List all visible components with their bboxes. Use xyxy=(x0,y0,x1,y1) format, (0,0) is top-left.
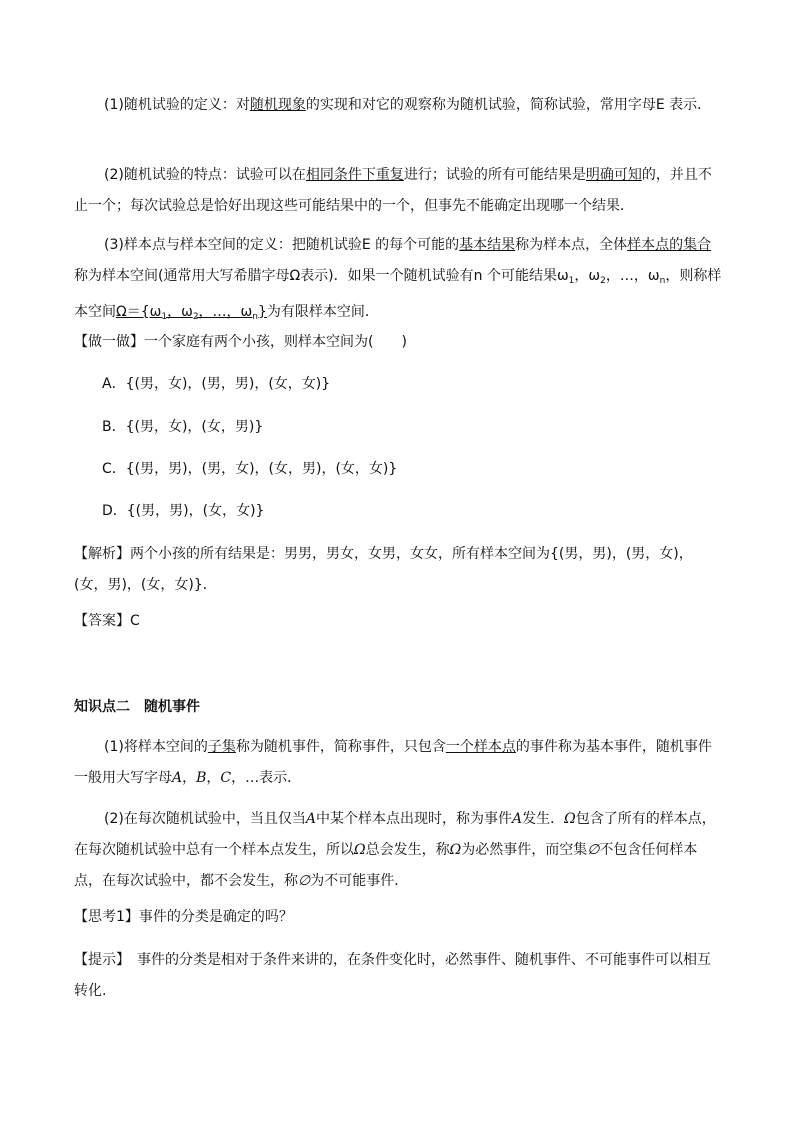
text-segment: (2)在每次随机试验中，当且仅当 xyxy=(104,811,306,827)
text-segment: (1)将样本空间的 xyxy=(104,739,208,755)
text-segment: 的事件称为基本事件，随机事件一般用大写字母 xyxy=(74,739,712,786)
math-symbol: ∅ xyxy=(298,873,311,889)
math-symbol: A xyxy=(305,811,316,827)
text-segment: 为有限样本空间． xyxy=(266,304,379,320)
underlined-term: 样本点的集合 xyxy=(627,237,712,253)
exercise-question: 【做一做】一个家庭有两个小孩，则样本空间为( ) xyxy=(74,334,407,350)
text-segment: ，则称样本空间 xyxy=(74,268,722,320)
text-segment: ，ω xyxy=(574,268,601,284)
definition-experiment-features xyxy=(74,160,724,222)
text-segment: 发生． xyxy=(522,811,565,827)
math-symbol: A xyxy=(511,811,523,827)
formula-part: } xyxy=(258,304,267,320)
text-segment: 为不可能事件． xyxy=(310,873,409,889)
underlined-term: 子集 xyxy=(207,739,236,755)
underlined-term: 随机现象 xyxy=(249,97,306,113)
text-segment: 中某个样本点出现时，称为事件 xyxy=(315,811,512,827)
text-segment: 不包含任何样本点，在每次试验中，都不会发生，称 xyxy=(74,842,698,889)
subscript: 1 xyxy=(161,312,168,322)
text-segment: ， xyxy=(182,770,197,786)
text-segment: 称为样本点，全体 xyxy=(515,237,628,253)
subscript: 2 xyxy=(192,312,199,322)
text-segment: ， xyxy=(206,770,221,786)
section-title: 知识点二 随机事件 xyxy=(74,699,200,715)
text-segment: 的，并且不止一个；每次试验总是恰好出现这些可能结果中的一个，但事先不能确定出现哪一个结果． xyxy=(74,167,712,214)
math-symbol: Ω xyxy=(354,842,366,858)
definition-sample-space xyxy=(74,230,724,333)
math-symbol: B xyxy=(196,770,207,786)
underlined-term: 明确可知 xyxy=(585,167,642,183)
definition-event-occurrence xyxy=(74,804,724,897)
subscript: n xyxy=(252,312,258,322)
math-symbol: C xyxy=(220,770,232,786)
text-segment: (1)随机试验的定义：对 xyxy=(104,97,250,113)
exercise-analysis: 【解析】两个小孩的所有结果是：男男，男女，女男，女女，所有样本空间为{(男，男)，(男，女)，(女，男)，(女，女)}． xyxy=(74,546,693,593)
hint-text: 【提示】 事件的分类是相对于条件来讲的，在条件变化时，必然事件、随机事件、不可能事件可以相互转化. xyxy=(74,952,711,999)
sample-space-formula xyxy=(116,304,267,320)
text-segment: 称为样本空间(通常用大写希腊字母Ω表示)．如果一个随机试验有n 个可能结果ω xyxy=(74,268,569,284)
subscript: n xyxy=(659,276,666,286)
exercise-answer: 【答案】C xyxy=(74,613,140,629)
formula-part: ，…，ω xyxy=(198,304,253,320)
subscript: 2 xyxy=(600,276,606,286)
option-d: D．{(男，男)，(女，女)} xyxy=(102,503,265,519)
definition-random-experiment xyxy=(74,90,724,121)
math-symbol: A xyxy=(172,770,183,786)
text-segment: 总会发生，称 xyxy=(365,842,450,858)
text-segment: ，…表示． xyxy=(231,770,302,786)
text-segment: (3)样本点与样本空间的定义：把随机试验E 的每个可能的 xyxy=(104,237,460,253)
think-question: 【思考1】事件的分类是确定的吗？ xyxy=(74,909,293,925)
text-segment: (2)随机试验的特点：试验可以在 xyxy=(104,167,306,183)
text-segment: 称为随机事件，简称事件，只包含 xyxy=(235,739,446,755)
underlined-term: 相同条件下重复 xyxy=(305,167,404,183)
text-segment: 的实现和对它的观察称为随机试验，简称试验，常用字母E 表示． xyxy=(305,97,712,113)
option-a: A．{(男，女)，(男，男)，(女，女)} xyxy=(102,376,331,392)
option-c: C．{(男，男)，(男，女)，(女，男)，(女，女)} xyxy=(102,461,398,477)
math-symbol: Ω xyxy=(564,811,576,827)
text-segment: 包含了所有的样本点，在每次随机试验中总有一个样本点发生，所以 xyxy=(74,811,716,858)
math-symbol: ∅ xyxy=(587,842,600,858)
math-symbol: Ω xyxy=(449,842,462,858)
formula-part: ，ω xyxy=(167,304,193,320)
underlined-term: 一个样本点 xyxy=(445,739,516,755)
text-segment: 进行；试验的所有可能结果是 xyxy=(403,167,586,183)
formula-part: Ω＝{ω xyxy=(116,304,162,320)
subscript: 1 xyxy=(568,276,575,286)
option-b: B．{(男，女)，(女，男)} xyxy=(102,419,264,435)
text-segment: 为必然事件，而空集 xyxy=(461,842,588,858)
text-segment: ，…，ω xyxy=(605,268,660,284)
underlined-term: 基本结果 xyxy=(459,237,516,253)
definition-random-event xyxy=(74,732,724,794)
